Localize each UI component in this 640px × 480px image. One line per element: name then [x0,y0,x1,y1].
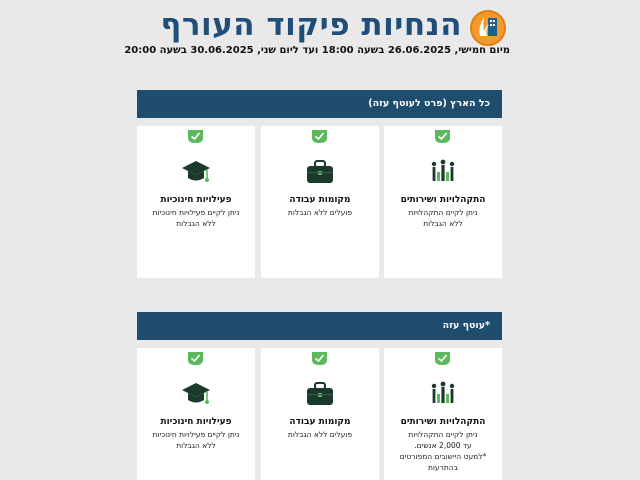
card-gatherings [384,348,502,480]
briefcase-icon [305,158,335,186]
card-description: פועלים ללא הגבלות [287,430,353,439]
section-header-nationwide: כל הארץ (פרט לעוטף עזה) [137,90,502,118]
people-icon [428,380,458,408]
page-header [0,0,640,80]
card-title: פעילויות חינוכיות [160,417,232,427]
card-title: פעילויות חינוכיות [160,195,232,205]
card-title: מקומות עבודה [289,417,351,427]
page-subtitle: מיום חמישי, 26.06.2025 בשעה 18:00 ועד ליום שני, 30.06.2025 בשעה 20:00 [124,45,510,56]
card-education [137,348,255,480]
briefcase-icon [305,380,335,408]
card-education [137,126,255,278]
card-gatherings [384,126,502,278]
check-shield-icon [187,129,204,144]
card-description: ניתן לקיים התקהלויות ללא הגבלות [408,208,478,228]
section-header-gaza-envelope: *עוטף עזה [137,312,502,340]
home-front-command-logo [470,10,506,46]
card-title: התקהלויות ושירותים [400,417,486,427]
card-description: ניתן לקיים פעילויות חינוכיות ללא הגבלות [152,430,240,450]
card-description: פועלים ללא הגבלות [287,208,353,217]
graduation-cap-icon [181,380,211,408]
check-shield-icon [311,351,328,366]
check-shield-icon [434,129,451,144]
graduation-cap-icon [181,158,211,186]
card-title: מקומות עבודה [289,195,351,205]
section-cards-gaza-envelope [137,348,502,480]
card-workplaces [261,126,379,278]
card-description: ניתן לקיים התקהלויות עד 2,000 אנשים. *למעט היישובים המפורטים בהתרעות [399,430,487,472]
check-shield-icon [311,129,328,144]
people-icon [428,158,458,186]
card-title: התקהלויות ושירותים [400,195,486,205]
card-description: ניתן לקיים פעילויות חינוכיות ללא הגבלות [152,208,240,228]
card-workplaces [261,348,379,480]
page-title: הנחיות פיקוד העורף [160,7,462,43]
check-shield-icon [187,351,204,366]
section-cards-nationwide [137,126,502,278]
check-shield-icon [434,351,451,366]
